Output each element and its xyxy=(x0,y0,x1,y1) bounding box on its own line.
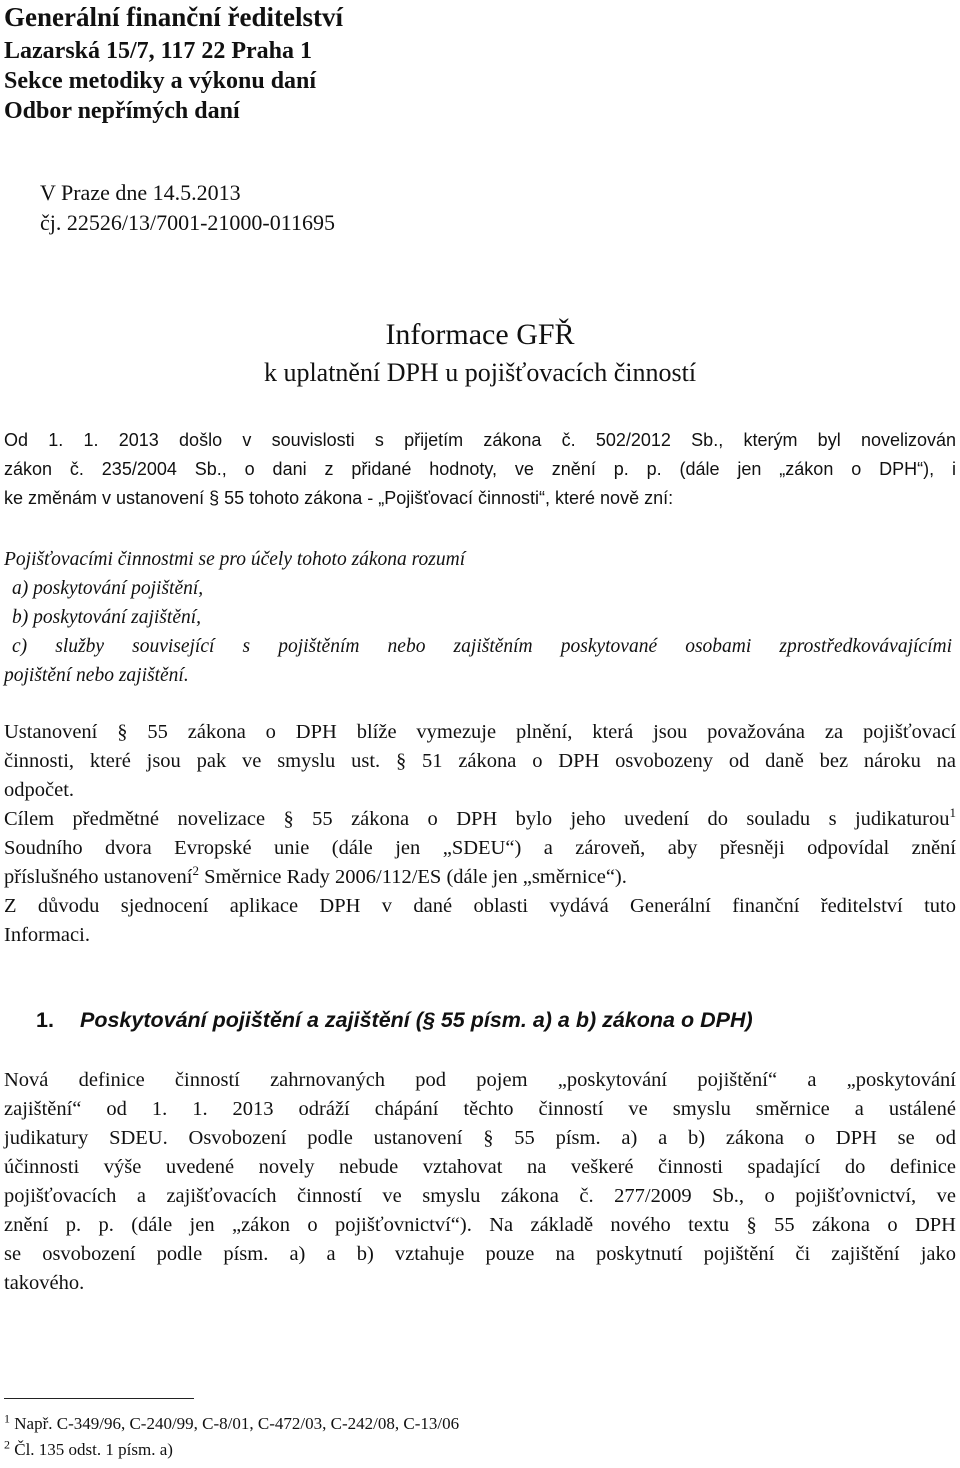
text-line: zajištění“ od 1. 1. 2013 odráží chápání těchto činností ve smyslu směrnice a ustálené xyxy=(4,1098,956,1120)
footnote-mark: 2 xyxy=(4,1437,10,1452)
text-line: Soudního dvora Evropské unie (dále jen „SDEU“) a zároveň, aby přesněji odpovídal znění xyxy=(4,837,956,859)
quote-item-c: c) služby související s pojištěním nebo zajištěním poskytované osobami zprostředkovávajícími xyxy=(12,636,952,657)
org-department: Odbor nepřímých daní xyxy=(4,98,240,124)
footnote-divider xyxy=(4,1398,194,1399)
section-title: Poskytování pojištění a zajištění (§ 55 písm. a) a b) zákona o DPH) xyxy=(80,1008,753,1032)
text-line xyxy=(4,805,956,834)
text-line: Informaci. xyxy=(4,924,90,946)
text-fragment: příslušného ustanovení xyxy=(4,866,193,888)
quote-item-a: a) poskytování pojištění, xyxy=(12,578,204,599)
text-line: znění p. p. (dále jen „zákon o pojišťovnictví“). Na základě nového textu § 55 zákona o DPH xyxy=(4,1214,956,1236)
paragraph-purpose xyxy=(4,892,956,950)
footnote-mark: 1 xyxy=(4,1411,10,1426)
text-line: účinnosti výše uvedené novely nebude vztahovat na veškeré činnosti spadající do definice xyxy=(4,1156,956,1178)
intro-line: ke změnám v ustanovení § 55 tohoto zákona - „Pojišťovací činnosti“, které nově zní: xyxy=(4,488,674,508)
paragraph-aim xyxy=(4,805,956,892)
document-subtitle: k uplatnění DPH u pojišťovacích činností xyxy=(263,358,697,387)
document-reference: čj. 22526/13/7001-21000-011695 xyxy=(40,210,335,235)
text-line: odpočet. xyxy=(4,779,75,801)
org-address: Lazarská 15/7, 117 22 Praha 1 xyxy=(4,38,313,64)
text-fragment: Cílem předmětné novelizace § 55 zákona o DPH bylo jeho uvedení do souladu s judikaturou xyxy=(4,808,950,830)
paragraph-provision xyxy=(4,718,956,805)
text-line: Ustanovení § 55 zákona o DPH blíže vymezuje plnění, která jsou považována za pojišťovací xyxy=(4,721,956,743)
footnote-ref: 2 xyxy=(192,863,199,879)
text-line: činnosti, které jsou pak ve smyslu ust. § 51 zákona o DPH osvobozeny od daně bez nároku na xyxy=(4,750,956,772)
text-line: Z důvodu sjednocení aplikace DPH v dané oblasti vydává Generální finanční ředitelství tuto xyxy=(4,895,956,917)
text-line xyxy=(4,863,956,892)
document-date: V Praze dne 14.5.2013 xyxy=(40,180,241,205)
text-line: judikatury SDEU. Osvobození podle ustanovení § 55 písm. a) a b) zákona o DPH se od xyxy=(4,1127,956,1149)
text-fragment: Směrnice Rady 2006/112/ES (dále jen „směrnice“). xyxy=(198,866,627,888)
text-line: takového. xyxy=(4,1272,85,1294)
intro-line: zákon č. 235/2004 Sb., o dani z přidané hodnoty, ve znění p. p. (dále jen „zákon o DPH“), i xyxy=(4,459,956,479)
section-number: 1. xyxy=(36,1008,54,1032)
law-quote xyxy=(4,545,956,690)
org-name: Generální finanční ředitelství xyxy=(4,2,343,32)
text-line: se osvobození podle písm. a) a b) vztahuje pouze na poskytnutí pojištění či zajištění jako xyxy=(4,1243,956,1265)
org-section: Sekce metodiky a výkonu daní xyxy=(4,68,317,94)
document-title: Informace GFŘ xyxy=(385,318,575,351)
paragraph-definition xyxy=(4,1066,956,1298)
quote-item-b: b) poskytování zajištění, xyxy=(12,607,202,628)
quote-line: pojištění nebo zajištění. xyxy=(4,665,189,686)
text-line: Nová definice činností zahrnovaných pod pojem „poskytování pojištění“ a „poskytování xyxy=(4,1069,956,1091)
footnote-ref: 1 xyxy=(949,805,956,821)
section-heading xyxy=(36,1008,753,1033)
footnote-text: Např. C-349/96, C-240/99, C-8/01, C-472/03, C-242/08, C-13/06 xyxy=(10,1414,460,1433)
quote-line: Pojišťovacími činnostmi se pro účely tohoto zákona rozumí xyxy=(4,549,466,570)
footnote-2 xyxy=(4,1437,173,1460)
intro-paragraph xyxy=(4,426,956,513)
text-line: pojišťovacích a zajišťovacích činností ve smyslu zákona č. 277/2009 Sb., o pojišťovnictví, ve xyxy=(4,1185,956,1207)
intro-line: Od 1. 1. 2013 došlo v souvislosti s přijetím zákona č. 502/2012 Sb., kterým byl novelizován xyxy=(4,430,956,450)
footnote-text: Čl. 135 odst. 1 písm. a) xyxy=(10,1440,173,1459)
footnote-1 xyxy=(4,1411,460,1434)
